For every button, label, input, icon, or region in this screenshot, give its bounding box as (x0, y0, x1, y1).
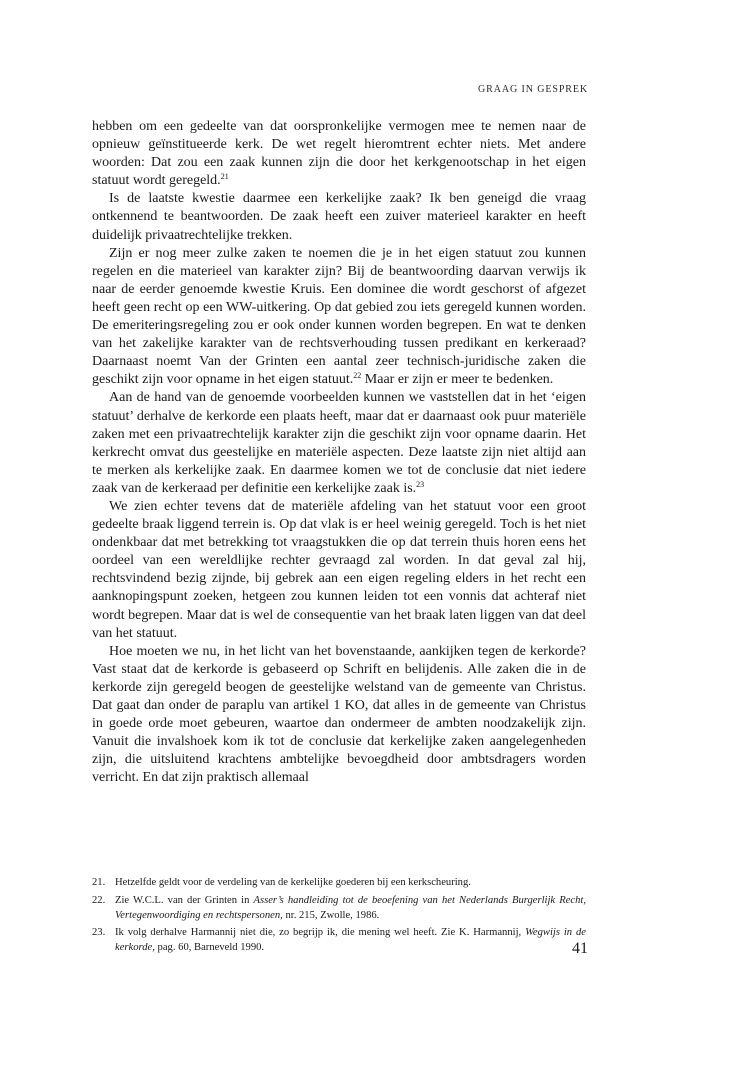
paragraph-6 (92, 643, 586, 788)
footnote-number: 21. (92, 877, 106, 888)
footnotes (92, 876, 586, 959)
paragraph-text: hebben om een gedeelte van dat oorspronkelijke vermogen mee te nemen naar de opnieuw geïnstitueerde kerk. De wet regelt hieromtrent echter niets. Met andere woorden: Dat zou een zaak kunnen zijn die door het kerkgenootschap in het eigen statuut wordt geregeld. (92, 119, 586, 189)
paragraph-3 (92, 245, 586, 390)
paragraph-text: Aan de hand van de genoemde voorbeelden kunnen we vaststellen dat in het ‘eigen statuut’ derhalve de kerkorde een plaats heeft, maar dat er daarnaast ook puur materiële zaken met een privaatrechtelijk karakter zijn die geschikt zijn voor opname daarin. Het kerkrecht omvat dus geestelijke en materiële aspecten. Deze laatste zijn niet altijd aan te merken als kerkelijke zaak. En daarmee komen we tot de conclusie dat niet iedere zaak van de kerkeraad per definitie een kerkelijke zaak is. (92, 390, 586, 496)
footnote-part: Hetzelfde geldt voor de verdeling van de kerkelijke goederen bij een kerkscheuring. (115, 877, 471, 888)
footnote-part: Ik volg derhalve Harmannij niet die, zo begrijp ik, die mening wel heeft. Zie K. Harmannij, (115, 927, 526, 939)
footnote-21 (92, 876, 586, 891)
footnote-22 (92, 894, 586, 924)
footnote-number: 22. (92, 894, 106, 906)
footnote-23 (92, 926, 586, 956)
paragraph-1 (92, 118, 586, 190)
paragraph-text: Hoe moeten we nu, in het licht van het bovenstaande, aankijken tegen de kerkorde? Vast staat dat de kerkorde is gebaseerd op Schrift en belijdenis. Alle zaken die in de kerkorde zijn geregeld beogen de geestelijke welstand van de gemeente van Christus. Dat gaat dan onder de paraplu van artikel 1 KO, dat alles in de gemeente van Christus in goede orde moet gebeuren, waartoe dan ondermeer de ambten noodzakelijk zijn. Vanuit die invalshoek kom ik tot de conclusie dat kerkelijke zaken aangelegenheden zijn, die uitsluitend krachtens ambtelijke bevoegdheid door ambtsdragers worden verricht. En dat zijn praktisch allemaal (92, 643, 586, 786)
footnote-text (115, 894, 586, 924)
book-title: Asser’s handleiding tot de beoefening van het Nederlands Burgerlijk Recht, Vertegenwoordiging en rechtspersonen (115, 894, 586, 921)
footnote-ref-23[interactable]: 23 (416, 479, 425, 489)
footnote-part: pag. 60, Barneveld 1990. (154, 942, 265, 954)
paragraph-2 (92, 190, 586, 244)
footnote-ref-22[interactable]: 22 (353, 371, 362, 381)
paragraph-5 (92, 498, 586, 643)
paragraph-text: Is de laatste kwestie daarmee een kerkelijke zaak? Ik ben geneigd die vraag ontkennend te beantwoorden. De zaak heeft een zuiver materieel karakter en heeft duidelijk privaatrechtelijke trekken. (92, 191, 586, 243)
footnote-part: , nr. 215, Zwolle, 1986. (280, 909, 380, 921)
footnote-text (115, 926, 586, 956)
footnote-part: Zie W.C.L. van der Grinten in (115, 894, 254, 906)
page-number: 41 (572, 940, 588, 957)
running-head: GRAAG IN GESPREK (478, 84, 588, 95)
paragraph-tail: Maar er zijn er meer te bedenken. (361, 372, 554, 388)
footnote-number: 23. (92, 927, 106, 939)
book-title: Wegwijs in de kerkorde, (115, 927, 586, 954)
footnote-text (115, 876, 586, 891)
body-text (92, 118, 586, 787)
paragraph-text: Zijn er nog meer zulke zaken te noemen die je in het eigen statuut zou kunnen regelen en die materieel van karakter zijn? Bij de beantwoording daarvan verwijs ik naar de eerder genoemde kwestie Kruis. Een dominee die wordt geschorst of afgezet heeft geen recht op een WW-uitkering. Op dat gebied zou iets geregeld kunnen worden. De emeriteringsregeling zou er ook onder kunnen worden begrepen. En wat te denken van het zakelijke karakter van de rechtsverhouding tussen predikant en kerkeraad? Daarnaast noemt Van der Grinten een aantal zeer technisch-juridische zaken die geschikt zijn voor opname in het eigen statuut. (92, 245, 586, 388)
paragraph-text: We zien echter tevens dat de materiële afdeling van het statuut voor een groot gedeelte braak liggend terrein is. Op dat vlak is er heel weinig geregeld. Toch is het niet ondenkbaar dat met betrekking tot vraagstukken die op dat terrein thuis horen eens het oordeel van een wereldlijke rechter gevraagd zal worden. In dat geval zal hij, rechtsvindend bezig zijnde, bij gebrek aan een eigen regeling elders in het recht een aanknopingspunt zoeken, hetgeen zou kunnen leiden tot een vonnis dat achteraf niet wordt begrepen. Maar dat is wel de consequentie van het braak laten liggen van dat deel van het statuut. (92, 498, 586, 641)
footnote-ref-21[interactable]: 21 (220, 172, 229, 182)
paragraph-4 (92, 389, 586, 498)
